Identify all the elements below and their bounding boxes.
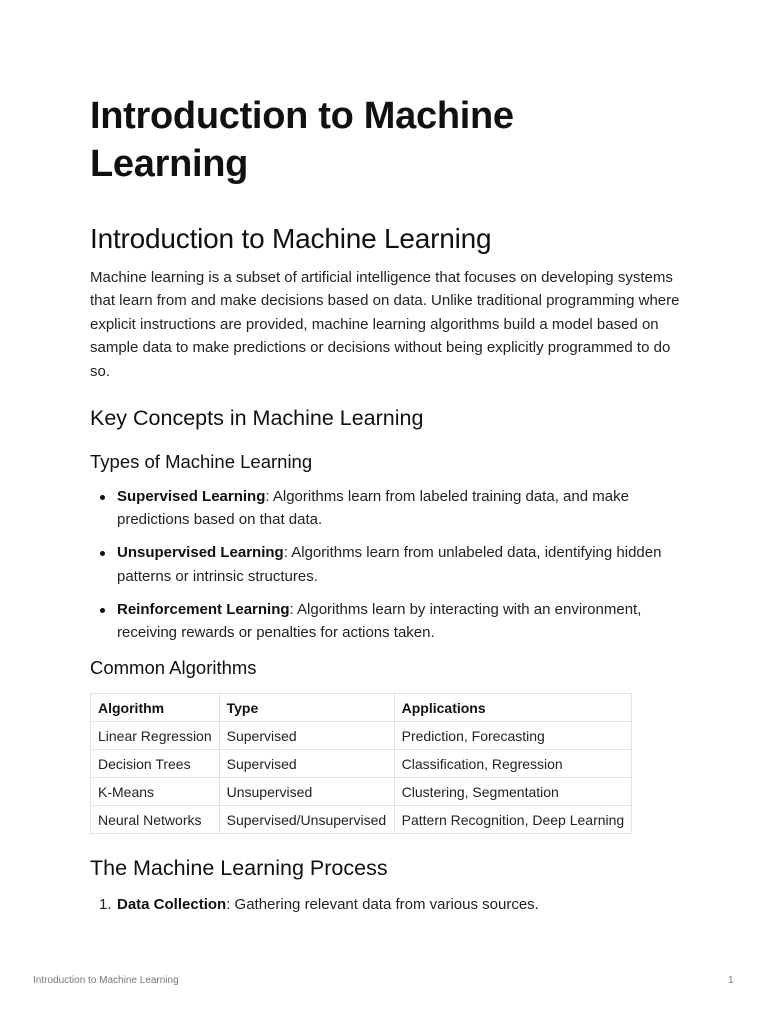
column-header-applications: Applications [394,694,632,722]
table-cell: Neural Networks [91,806,220,834]
table-cell: Clustering, Segmentation [394,778,632,806]
footer-page-number: 1 [728,975,734,986]
table-row [91,806,632,834]
list-item-description: : Gathering relevant data from various sources. [226,896,539,914]
process-steps-list [90,893,690,916]
list-item-term: Supervised Learning [117,488,266,506]
document-content [90,92,690,917]
column-header-algorithm: Algorithm [91,694,220,722]
types-list [90,485,690,644]
algorithms-table [90,693,632,834]
list-item-description: : Algorithms learn from labeled training data, and make predictions based on that data. [117,488,629,529]
list-item-term: Reinforcement Learning [117,600,290,618]
section-heading-introduction: Introduction to Machine Learning [90,223,492,254]
table-row [91,750,632,778]
list-item-number: 1. [99,896,112,914]
list-item [90,598,690,645]
subheading-types: Types of Machine Learning [90,451,313,473]
list-item-description: : Algorithms learn by interacting with an environment, receiving rewards or penalties for actions taken. [117,600,642,642]
table-cell: Supervised/Unsupervised [219,806,394,834]
list-item [90,893,690,916]
footer-title: Introduction to Machine Learning [33,975,179,986]
list-item [90,485,690,532]
bullet-icon [100,608,105,613]
table-cell: Prediction, Forecasting [394,722,632,750]
table-cell: Classification, Regression [394,750,632,778]
table-cell: Pattern Recognition, Deep Learning [394,806,632,834]
list-item [90,541,690,588]
intro-paragraph: Machine learning is a subset of artificial intelligence that focuses on developing systems that learn from and make decisions based on data. Unlike traditional programming where explicit instructions are provided, machine learning algorithms build a model based on sample data to make predictions or decisions without being explicitly programmed to do so. [90,269,680,380]
table-cell: Decision Trees [91,750,220,778]
subheading-common-algorithms: Common Algorithms [90,657,257,679]
table-cell: Unsupervised [219,778,394,806]
column-header-type: Type [219,694,394,722]
list-item-description: : Algorithms learn from unlabeled data, identifying hidden patterns or intrinsic structures. [117,544,662,585]
table-row [91,722,632,750]
list-item-term: Unsupervised Learning [117,544,284,562]
table-cell: K-Means [91,778,220,806]
table-cell: Supervised [219,722,394,750]
list-item-term: Data Collection [117,896,227,914]
bullet-icon [100,551,105,556]
bullet-icon [100,495,105,500]
table-header-row [91,694,632,722]
table-cell: Supervised [219,750,394,778]
document-title: Introduction to Machine Learning [90,95,514,185]
table-cell: Linear Regression [91,722,220,750]
section-heading-process: The Machine Learning Process [90,856,388,881]
section-heading-key-concepts: Key Concepts in Machine Learning [90,406,424,431]
table-row [91,778,632,806]
